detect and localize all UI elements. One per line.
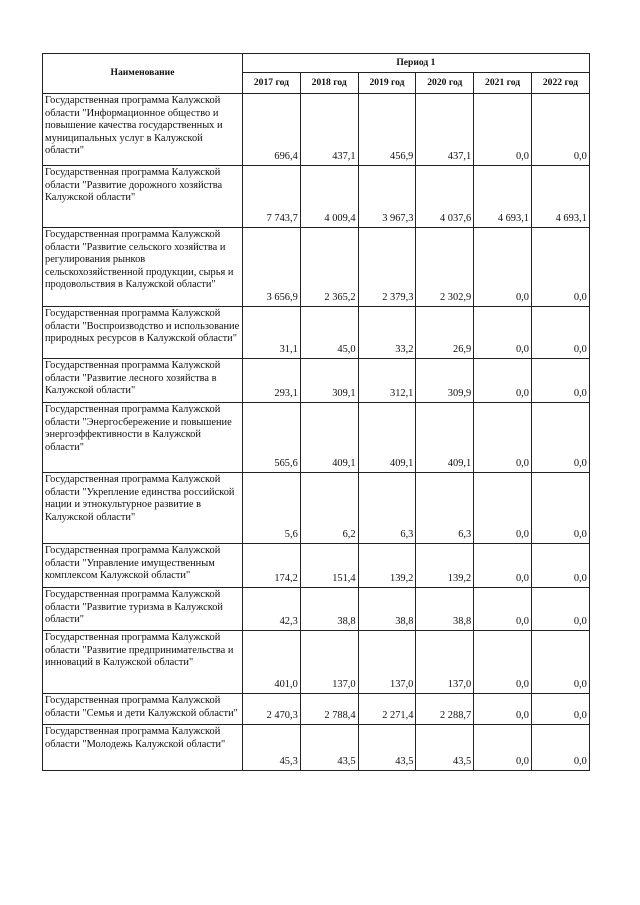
- year-header: 2018 год: [300, 73, 358, 94]
- program-name-cell: Государственная программа Калужской области "Развитие дорожного хозяйства Калужской области": [43, 166, 243, 228]
- value-cell: 0,0: [531, 359, 589, 403]
- value-cell: 0,0: [474, 228, 532, 307]
- value-cell: 4 009,4: [300, 166, 358, 228]
- value-cell: 6,3: [358, 473, 416, 544]
- period-header: Период 1: [243, 54, 590, 73]
- table-row: [43, 307, 590, 359]
- value-cell: 4 693,1: [531, 166, 589, 228]
- value-cell: 2 470,3: [243, 694, 301, 725]
- value-cell: 0,0: [474, 359, 532, 403]
- value-cell: 42,3: [243, 588, 301, 631]
- table-row: [43, 588, 590, 631]
- table-row: [43, 694, 590, 725]
- value-cell: 293,1: [243, 359, 301, 403]
- value-cell: 0,0: [531, 473, 589, 544]
- value-cell: 0,0: [474, 403, 532, 473]
- value-cell: 0,0: [531, 694, 589, 725]
- program-name-cell: Государственная программа Калужской области "Энергосбережение и повышение энергоэффективности в Калужской области": [43, 403, 243, 473]
- value-cell: 409,1: [416, 403, 474, 473]
- value-cell: 4 693,1: [474, 166, 532, 228]
- value-cell: 2 288,7: [416, 694, 474, 725]
- program-name-cell: Государственная программа Калужской области "Укрепление единства российской нации и этнокультурное развитие в Калужской области": [43, 473, 243, 544]
- value-cell: 137,0: [416, 631, 474, 694]
- program-name-cell: Государственная программа Калужской области "Семья и дети Калужской области": [43, 694, 243, 725]
- value-cell: 409,1: [358, 403, 416, 473]
- year-header: 2017 год: [243, 73, 301, 94]
- table-row: [43, 166, 590, 228]
- table-row: [43, 94, 590, 166]
- value-cell: 0,0: [474, 725, 532, 771]
- value-cell: 151,4: [300, 544, 358, 588]
- value-cell: 2 302,9: [416, 228, 474, 307]
- year-header: 2021 год: [474, 73, 532, 94]
- program-name-cell: Государственная программа Калужской области "Молодежь Калужской области": [43, 725, 243, 771]
- year-header: 2020 год: [416, 73, 474, 94]
- value-cell: 45,3: [243, 725, 301, 771]
- value-cell: 409,1: [300, 403, 358, 473]
- value-cell: 33,2: [358, 307, 416, 359]
- value-cell: 456,9: [358, 94, 416, 166]
- year-header: 2019 год: [358, 73, 416, 94]
- value-cell: 696,4: [243, 94, 301, 166]
- value-cell: 0,0: [474, 694, 532, 725]
- value-cell: 6,3: [416, 473, 474, 544]
- value-cell: 309,9: [416, 359, 474, 403]
- table-row: [43, 544, 590, 588]
- value-cell: 2 379,3: [358, 228, 416, 307]
- table-body: [43, 94, 590, 771]
- value-cell: 137,0: [300, 631, 358, 694]
- value-cell: 26,9: [416, 307, 474, 359]
- value-cell: 0,0: [531, 94, 589, 166]
- program-name-cell: Государственная программа Калужской области "Развитие сельского хозяйства и регулирования рынков сельскохозяйственной продукции, сырья и продовольствия в Калужской области": [43, 228, 243, 307]
- value-cell: 45,0: [300, 307, 358, 359]
- value-cell: 7 743,7: [243, 166, 301, 228]
- value-cell: 0,0: [474, 307, 532, 359]
- value-cell: 0,0: [474, 588, 532, 631]
- program-name-cell: Государственная программа Калужской области "Развитие предпринимательства и инноваций в Калужской области": [43, 631, 243, 694]
- value-cell: 0,0: [474, 473, 532, 544]
- value-cell: 43,5: [416, 725, 474, 771]
- value-cell: 38,8: [358, 588, 416, 631]
- value-cell: 31,1: [243, 307, 301, 359]
- value-cell: 401,0: [243, 631, 301, 694]
- table-row: [43, 725, 590, 771]
- value-cell: 312,1: [358, 359, 416, 403]
- value-cell: 43,5: [300, 725, 358, 771]
- table-row: [43, 359, 590, 403]
- value-cell: 0,0: [474, 631, 532, 694]
- value-cell: 43,5: [358, 725, 416, 771]
- value-cell: 0,0: [531, 307, 589, 359]
- value-cell: 437,1: [300, 94, 358, 166]
- value-cell: 38,8: [416, 588, 474, 631]
- value-cell: 38,8: [300, 588, 358, 631]
- value-cell: 4 037,6: [416, 166, 474, 228]
- name-column-header: Наименование: [43, 54, 243, 94]
- value-cell: 2 271,4: [358, 694, 416, 725]
- value-cell: 5,6: [243, 473, 301, 544]
- value-cell: 0,0: [531, 588, 589, 631]
- value-cell: 3 656,9: [243, 228, 301, 307]
- value-cell: 139,2: [358, 544, 416, 588]
- value-cell: 6,2: [300, 473, 358, 544]
- value-cell: 0,0: [531, 631, 589, 694]
- value-cell: 0,0: [531, 725, 589, 771]
- program-name-cell: Государственная программа Калужской области "Управление имущественным комплексом Калужской области": [43, 544, 243, 588]
- budget-table-sheet: [42, 53, 590, 771]
- value-cell: 0,0: [531, 228, 589, 307]
- value-cell: 0,0: [531, 544, 589, 588]
- value-cell: 565,6: [243, 403, 301, 473]
- value-cell: 139,2: [416, 544, 474, 588]
- program-name-cell: Государственная программа Калужской области "Развитие туризма в Калужской области": [43, 588, 243, 631]
- year-header: 2022 год: [531, 73, 589, 94]
- value-cell: 3 967,3: [358, 166, 416, 228]
- value-cell: 2 788,4: [300, 694, 358, 725]
- table-row: [43, 473, 590, 544]
- program-name-cell: Государственная программа Калужской области "Информационное общество и повышение качества государственных и муниципальных услуг в Калужской области": [43, 94, 243, 166]
- value-cell: 174,2: [243, 544, 301, 588]
- program-name-cell: Государственная программа Калужской области "Воспроизводство и использование природных ресурсов в Калужской области": [43, 307, 243, 359]
- table-row: [43, 403, 590, 473]
- table-header: [43, 54, 590, 94]
- table-row: [43, 228, 590, 307]
- value-cell: 0,0: [474, 544, 532, 588]
- budget-table: [42, 53, 590, 771]
- value-cell: 2 365,2: [300, 228, 358, 307]
- program-name-cell: Государственная программа Калужской области "Развитие лесного хозяйства в Калужской области": [43, 359, 243, 403]
- value-cell: 0,0: [474, 94, 532, 166]
- value-cell: 309,1: [300, 359, 358, 403]
- value-cell: 437,1: [416, 94, 474, 166]
- table-row: [43, 631, 590, 694]
- value-cell: 137,0: [358, 631, 416, 694]
- value-cell: 0,0: [531, 403, 589, 473]
